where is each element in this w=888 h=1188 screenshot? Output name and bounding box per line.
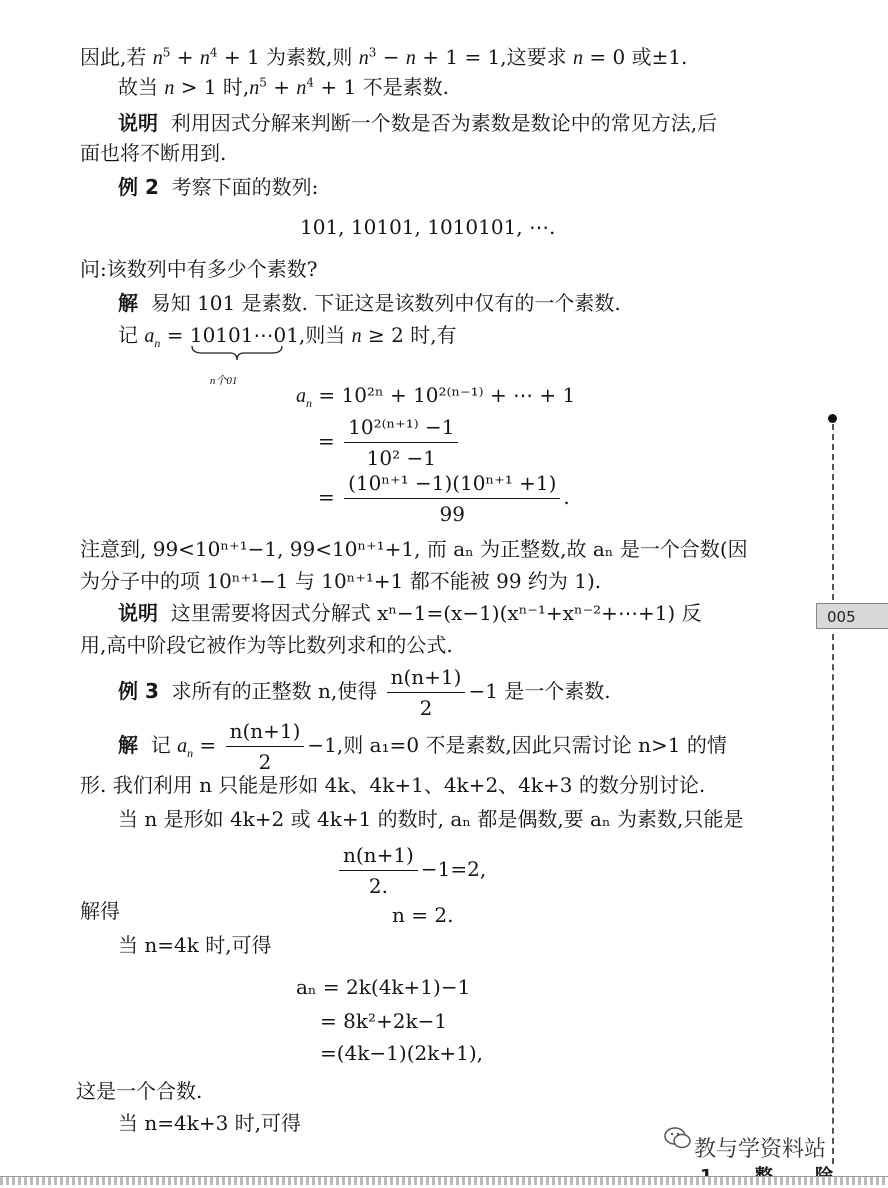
- solution-3-label: 解: [118, 733, 138, 757]
- text-line-1: 因此,若 $n^5 + n^4 + 1$ 为素数,则 $n^3 - n + 1 = 1$,这要求 n = 0 或±1.: [80, 45, 688, 69]
- watermark-text: 教与学资料站: [694, 1137, 827, 1162]
- fraction-ex3: $\frac{n(n+1)}{2}$: [387, 664, 466, 721]
- underbrace-icon: [190, 344, 284, 362]
- solution-3-line-1: 解 记 $a_n$ = $\frac{n(n+1)}{2}$ −1,则 a₁=0 不是素数,因此只需讨论 n>1 的情: [118, 719, 727, 774]
- definition-line: 记 $a_n$ = 10101⋯01 n个01 ,则当 n ≥ 2 时,有: [118, 323, 457, 387]
- solve-label: 解得: [80, 899, 120, 923]
- solve-equation: n = 2.: [392, 903, 454, 927]
- example-3-label: 例 3: [118, 679, 159, 703]
- wechat-icon: [664, 1126, 692, 1150]
- question-2: 问:该数列中有多少个素数?: [80, 257, 318, 281]
- composite-line: 这是一个合数.: [76, 1079, 203, 1103]
- example-3-heading: 例 3 求所有的正整数 n,使得 $\frac{n(n+1)}{2}$ −1 是一个素数.: [118, 665, 611, 720]
- fraction-case1: $\frac{n(n+1)}{2.}$: [339, 842, 418, 899]
- case-2-eq-1: aₙ = 2k(4k+1)−1: [296, 975, 471, 999]
- solution-2-line: 解 易知 101 是素数. 下证这是该数列中仅有的一个素数.: [118, 291, 621, 315]
- note-line-2: 为分子中的项 10ⁿ⁺¹−1 与 10ⁿ⁺¹+1 都不能被 99 约为 1).: [80, 569, 602, 593]
- case-1-line: 当 n 是形如 4k+2 或 4k+1 的数时, aₙ 都是偶数,要 aₙ 为素数,只能是: [118, 807, 744, 831]
- fraction-sol3: $\frac{n(n+1)}{2}$: [226, 718, 305, 775]
- page-number-tab: 005: [816, 603, 888, 629]
- solution-3-line-2: 形. 我们利用 n 只能是形如 4k、4k+1、4k+2、4k+3 的数分别讨论.: [80, 773, 706, 797]
- example-2-heading: 例 2 考察下面的数列:: [118, 175, 319, 199]
- remark-line-2: 面也将不断用到.: [80, 141, 227, 165]
- example-2-label: 例 2: [118, 175, 159, 199]
- text-line-2: 故当 n > 1 时$,n^5 + n^4 + 1$ 不是素数.: [118, 75, 449, 99]
- case-2-eq-3: =(4k−1)(2k+1),: [320, 1041, 483, 1065]
- explanation-line-2: 用,高中阶段它被作为等比数列求和的公式.: [80, 633, 453, 657]
- remark-label: 说明: [118, 111, 158, 135]
- equation-an-1: $a_n = 10^{2n} + 10^{2(n-1)}$ + ⋯ + 1: [296, 383, 576, 410]
- solution-label: 解: [118, 291, 138, 315]
- fraction-2: $\frac{\text{10²⁽ⁿ⁺¹⁾ −1}}{\text{10² −1}}$: [344, 414, 458, 471]
- explanation-label: 说明: [118, 601, 158, 625]
- case-3-line: 当 n=4k+3 时,可得: [118, 1111, 302, 1135]
- underbrace-number: 10101⋯01 n个01: [189, 323, 299, 387]
- remark-line-1: 说明 利用因式分解来判断一个数是否为素数是数论中的常见方法,后: [118, 111, 718, 135]
- case-2-eq-2: = 8k²+2k−1: [320, 1009, 448, 1033]
- equation-an-2: = $\frac{\text{10²⁽ⁿ⁺¹⁾ −1}}{\text{10² −1}}$: [318, 414, 461, 471]
- case-1-equation: $\frac{n(n+1)}{2.}$ −1=2,: [336, 842, 486, 899]
- margin-dashed-line-lower: [832, 634, 834, 1164]
- margin-dot-icon: [828, 414, 837, 423]
- fraction-3: $\frac{\text{(10ⁿ⁺¹ −1)(10ⁿ⁺¹ +1)}}{99}$: [344, 470, 560, 527]
- explanation-line-1: 说明 这里需要将因式分解式 xⁿ−1=(x−1)(xⁿ⁻¹+xⁿ⁻²+⋯+1) 反: [118, 601, 702, 625]
- case-2-line: 当 n=4k 时,可得: [118, 933, 272, 957]
- sequence: 101, 10101, 1010101, ⋯.: [300, 215, 556, 239]
- note-line-1: 注意到, 99<10ⁿ⁺¹−1, 99<10ⁿ⁺¹+1, 而 aₙ 为正整数,故 aₙ 是一个合数(因: [80, 537, 748, 561]
- margin-dashed-line-upper: [832, 424, 834, 600]
- equation-an-3: = $\frac{\text{(10ⁿ⁺¹ −1)(10ⁿ⁺¹ +1)}}{99}$ .: [318, 471, 570, 526]
